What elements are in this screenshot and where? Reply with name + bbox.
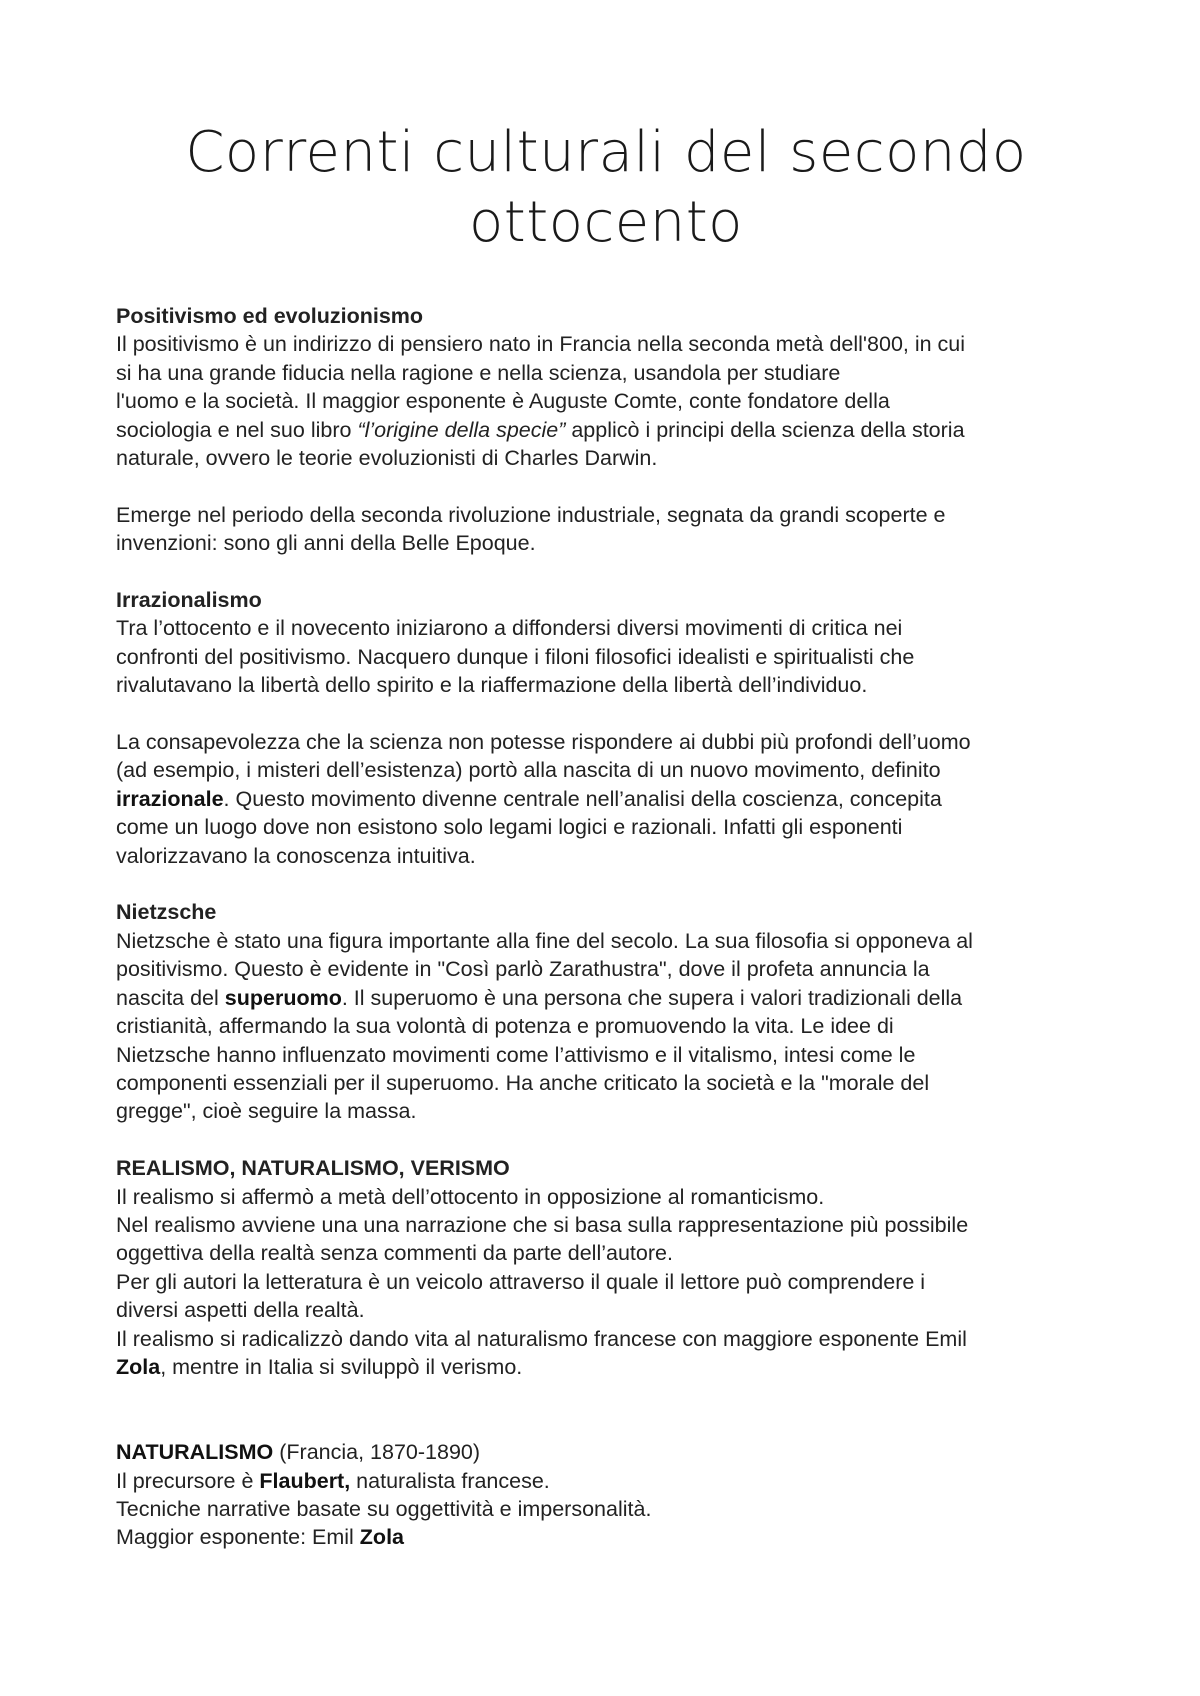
- text-run: sociologia e nel suo libro: [116, 417, 358, 442]
- paragraph-line: Nietzsche hanno influenzato movimenti come l’attivismo e il vitalismo, intesi come le: [116, 1042, 916, 1067]
- paragraph-line: l'uomo e la società. Il maggior esponente è Auguste Comte, conte fondatore della: [116, 389, 890, 414]
- text-run: Maggior esponente: Emil: [116, 1525, 360, 1550]
- text-run: . Questo movimento divenne centrale nell’analisi della coscienza, concepita: [223, 786, 942, 811]
- section-realismo: [116, 1154, 1096, 1381]
- paragraph-line: componenti essenziali per il superuomo. Ha anche criticato la società e la "morale del: [116, 1070, 930, 1095]
- paragraph-line: diversi aspetti della realtà.: [116, 1298, 365, 1323]
- section-heading: Positivismo ed evoluzionismo: [116, 304, 424, 328]
- section-heading: Irrazionalismo: [116, 588, 262, 613]
- bold-term: irrazionale: [116, 786, 224, 811]
- section-heading: NATURALISMO: [116, 1440, 274, 1465]
- text-run: , mentre in Italia si sviluppò il verismo.: [160, 1354, 523, 1379]
- text-run: . Il superuomo è una persona che supera i valori tradizionali della: [341, 985, 963, 1010]
- paragraph-line: Tra l’ottocento e il novecento iniziarono a diffondersi diversi movimenti di critica nei: [116, 616, 903, 641]
- bold-term: Zola: [359, 1525, 404, 1550]
- paragraph-line: valorizzavano la conoscenza intuitiva.: [116, 843, 476, 868]
- paragraph-line: (ad esempio, i misteri dell’esistenza) portò alla nascita di un nuovo movimento, definito: [116, 758, 941, 783]
- title-line-1: Correnti culturali del secondo: [185, 120, 1027, 185]
- paragraph-line: [116, 984, 1096, 1012]
- paragraph-line: oggettiva della realtà senza commenti da parte dell’autore.: [116, 1241, 673, 1266]
- paragraph-line: rivalutavano la libertà dello spirito e la riaffermazione della libertà dell’individuo.: [116, 673, 868, 698]
- text-run: naturalista francese.: [350, 1468, 550, 1493]
- paragraph-line: Per gli autori la letteratura è un veicolo attraverso il quale il lettore può comprendere i: [116, 1269, 926, 1294]
- paragraph-line: Emerge nel periodo della seconda rivoluzione industriale, segnata da grandi scoperte e: [116, 502, 946, 527]
- heading-suffix: (Francia, 1870-1890): [273, 1440, 481, 1465]
- paragraph-line: Il realismo si radicalizzò dando vita al naturalismo francese con maggiore esponente Emil: [116, 1326, 967, 1351]
- paragraph-line: Il positivismo è un indirizzo di pensiero nato in Francia nella seconda metà dell'800, in cui: [116, 332, 966, 357]
- paragraph-line: Nel realismo avviene una una narrazione che si basa sulla rappresentazione più possibile: [116, 1212, 969, 1237]
- paragraph-line: La consapevolezza che la scienza non potesse rispondere ai dubbi più profondi dell’uomo: [116, 730, 971, 755]
- section-positivismo: [116, 302, 1096, 558]
- section-nietzsche: [116, 898, 1096, 1125]
- paragraph-line: positivismo. Questo è evidente in "Così parlò Zarathustra", dove il profeta annuncia la: [116, 957, 930, 982]
- paragraph-line: Tecniche narrative basate su oggettività e impersonalità.: [116, 1496, 652, 1521]
- paragraph-line: Nietzsche è stato una figura importante alla fine del secolo. La sua filosofia si opponeva al: [116, 928, 973, 953]
- paragraph-line: [116, 1523, 1096, 1551]
- paragraph-line: cristianità, affermando la sua volontà di potenza e promuovendo la vita. Le idee di: [116, 1014, 894, 1039]
- section-naturalismo: [116, 1438, 1096, 1552]
- text-run: applicò i principi della scienza della storia: [565, 417, 965, 442]
- paragraph-line: gregge", cioè seguire la massa.: [116, 1099, 417, 1124]
- text-run: nascita del: [116, 985, 225, 1010]
- paragraph-line: confronti del positivismo. Nacquero dunque i filoni filosofici idealisti e spiritualisti che: [116, 644, 915, 669]
- text-run: Il precursore è: [116, 1468, 260, 1493]
- section-heading: Nietzsche: [116, 900, 217, 925]
- section-heading-line: [116, 1438, 1096, 1466]
- title-line-2: ottocento: [469, 190, 743, 255]
- paragraph-line: invenzioni: sono gli anni della Belle Epoque.: [116, 531, 536, 556]
- section-irrazionalismo: [116, 586, 1096, 870]
- bold-term: Zola: [116, 1354, 161, 1379]
- bold-term: Flaubert,: [259, 1468, 351, 1493]
- section-heading: REALISMO, NATURALISMO, VERISMO: [116, 1156, 510, 1181]
- paragraph-line: naturale, ovvero le teorie evoluzionisti di Charles Darwin.: [116, 446, 658, 471]
- paragraph-line: [116, 1467, 1096, 1495]
- paragraph-line: si ha una grande fiducia nella ragione e nella scienza, usandola per studiare: [116, 360, 841, 385]
- book-title-italic: “l’origine della specie”: [357, 417, 566, 442]
- paragraph-line: come un luogo dove non esistono solo legami logici e razionali. Infatti gli esponenti: [116, 815, 903, 840]
- paragraph-line: [116, 1353, 1096, 1381]
- paragraph-line: Il realismo si affermò a metà dell’ottocento in opposizione al romanticismo.: [116, 1184, 825, 1209]
- paragraph-line: [116, 785, 1096, 813]
- document-page: [116, 118, 1096, 1552]
- paragraph-line: [116, 416, 1096, 444]
- document-title: [116, 118, 1096, 258]
- bold-term: superuomo: [224, 985, 342, 1010]
